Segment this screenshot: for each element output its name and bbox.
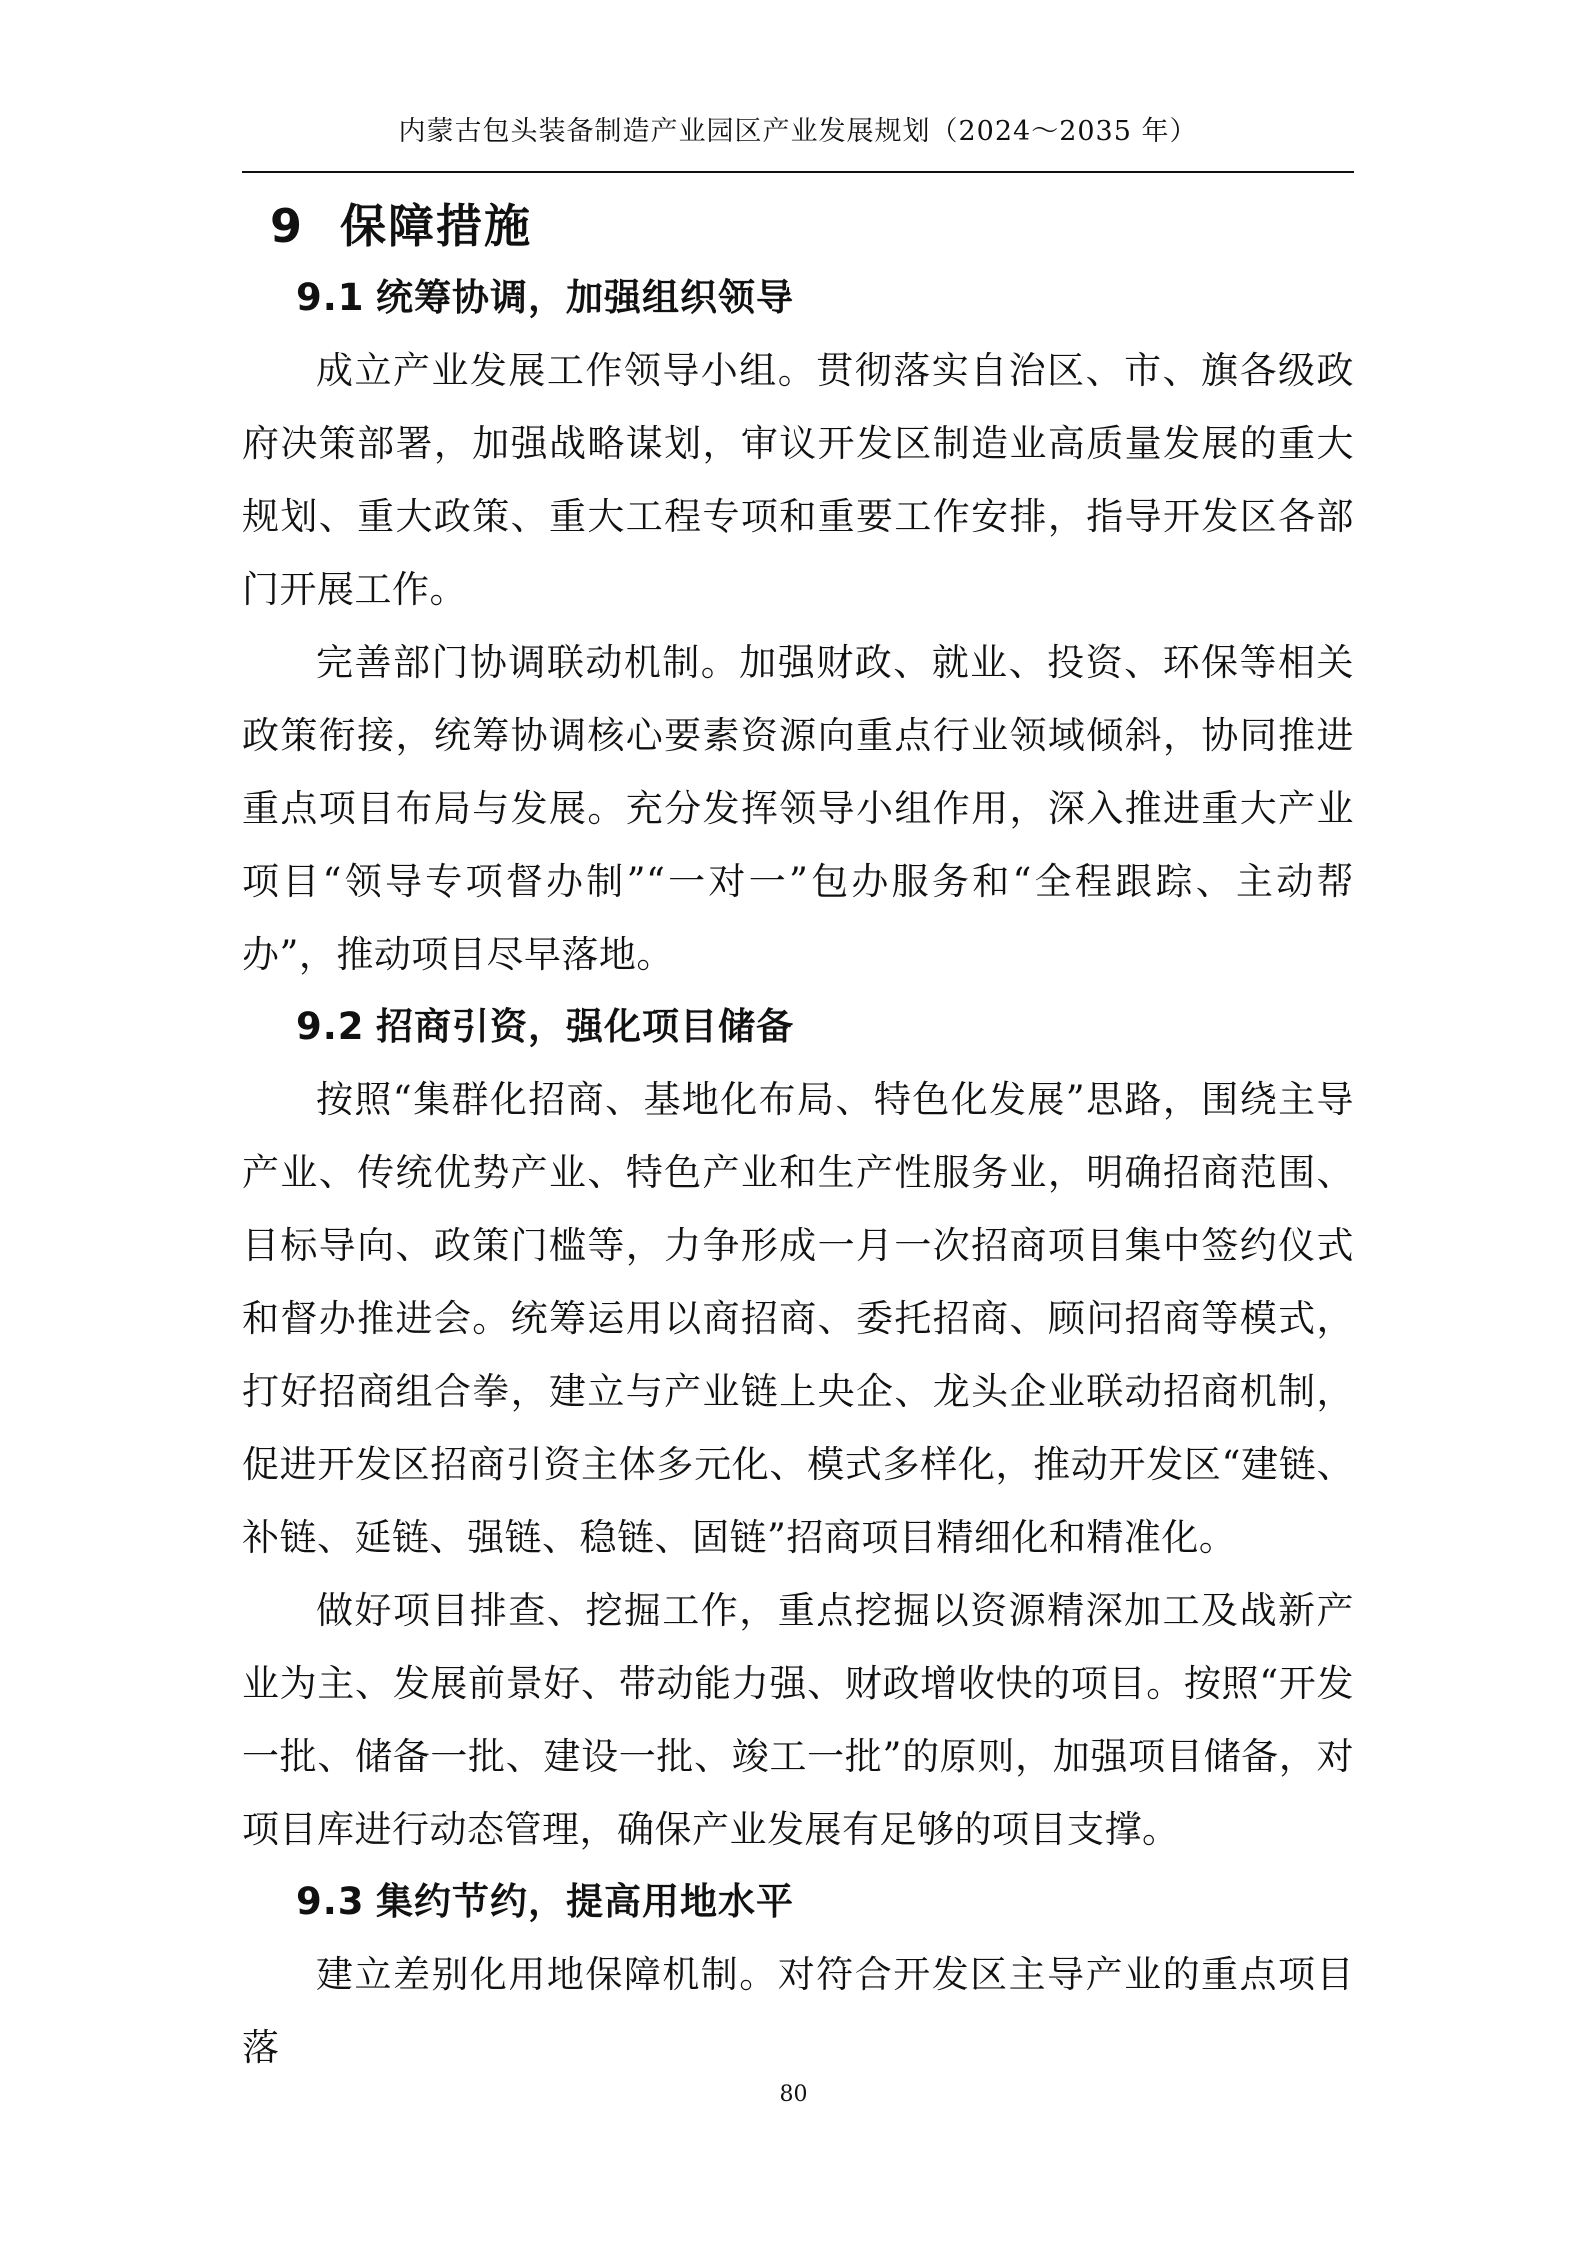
section-number: 9.1: [296, 276, 365, 319]
page-number: 80: [779, 2082, 808, 2107]
section-number: 9.2: [296, 1005, 365, 1048]
section-heading-9-2: [296, 991, 1354, 1063]
section-title: 集约节约，提高用地水平: [376, 1880, 794, 1923]
chapter-number: 9: [270, 199, 305, 253]
section-title: 统筹协调，加强组织领导: [376, 276, 794, 319]
body-paragraph: 成立产业发展工作领导小组。贯彻落实自治区、市、旗各级政府决策部署，加强战略谋划，审议开发区制造业高质量发展的重大规划、重大政策、重大工程专项和重要工作安排，指导开发区各部门开展工作。: [242, 349, 1354, 611]
body-paragraph: 完善部门协调联动机制。加强财政、就业、投资、环保等相关政策衔接，统筹协调核心要素资源向重点行业领域倾斜，协同推进重点项目布局与发展。充分发挥领导小组作用，深入推进重大产业项目“领导专项督办制”“一对一”包办服务和“全程跟踪、主动帮办”，推动项目尽早落地。: [242, 641, 1354, 976]
header-rule: [242, 171, 1354, 173]
chapter-title: 保障措施: [340, 199, 533, 253]
section-heading-9-1: [296, 262, 1354, 334]
section-number: 9.3: [296, 1880, 365, 1923]
page-content: [242, 190, 1354, 2084]
chapter-heading: [270, 190, 1354, 262]
body-paragraph: 做好项目排查、挖掘工作，重点挖掘以资源精深加工及战新产业为主、发展前景好、带动能力强、财政增收快的项目。按照“开发一批、储备一批、建设一批、竣工一批”的原则，加强项目储备，对项目库进行动态管理，确保产业发展有足够的项目支撑。: [242, 1589, 1354, 1851]
running-header: 内蒙古包头装备制造产业园区产业发展规划（2024～2035 年）: [398, 116, 1198, 147]
section-heading-9-3: [296, 1866, 1354, 1938]
section-title: 招商引资，强化项目储备: [376, 1005, 794, 1048]
body-paragraph: 按照“集群化招商、基地化布局、特色化发展”思路，围绕主导产业、传统优势产业、特色产业和生产性服务业，明确招商范围、目标导向、政策门槛等，力争形成一月一次招商项目集中签约仪式和督办推进会。统筹运用以商招商、委托招商、顾问招商等模式，打好招商组合拳，建立与产业链上央企、龙头企业联动招商机制，促进开发区招商引资主体多元化、模式多样化，推动开发区“建链、补链、延链、强链、稳链、固链”招商项目精细化和精准化。: [242, 1078, 1354, 1559]
body-paragraph: 建立差别化用地保障机制。对符合开发区主导产业的重点项目落: [242, 1953, 1354, 2069]
